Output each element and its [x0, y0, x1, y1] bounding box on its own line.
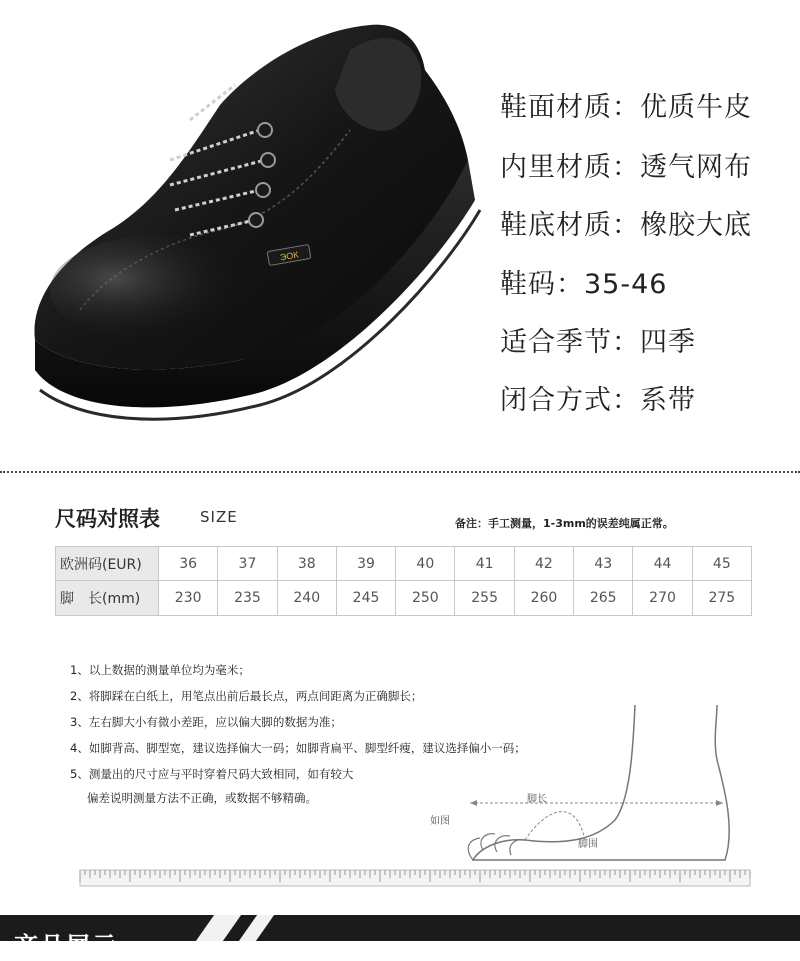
- spec-sole-material: 鞋底材质：橡胶大底: [500, 210, 752, 241]
- diagram-label-as-shown: 如图: [430, 816, 450, 827]
- foot-length-cell: 255: [455, 581, 514, 616]
- spec-season: 适合季节：四季: [500, 327, 696, 358]
- instruction-line: 4、如脚背高、脚型宽，建议选择偏大一码；如脚背扁平、脚型纤瘦，建议选择偏小一码；: [70, 741, 526, 755]
- eur-cell: 39: [336, 547, 395, 581]
- diagram-label-foot-girth: 脚围: [578, 839, 598, 850]
- section-banner: [0, 915, 800, 960]
- eur-cell: 45: [692, 547, 751, 581]
- eur-cell: 36: [159, 547, 218, 581]
- foot-length-cell: 270: [633, 581, 692, 616]
- spec-lining-material: 内里材质：透气网布: [500, 152, 752, 183]
- foot-length-cell: 265: [574, 581, 633, 616]
- foot-length-cell: 235: [218, 581, 277, 616]
- table-row-foot-length: [56, 581, 752, 616]
- table-row-eur: [56, 547, 752, 581]
- instruction-line: 偏差说明测量方法不正确，或数据不够精确。: [87, 791, 317, 805]
- banner-title: 产品展示: [14, 932, 118, 960]
- foot-diagram: [455, 700, 755, 875]
- foot-length-cell: 260: [514, 581, 573, 616]
- eur-cell: 37: [218, 547, 277, 581]
- instruction-line: 3、左右脚大小有微小差距，应以偏大脚的数据为准；: [70, 715, 342, 729]
- foot-length-cell: 240: [277, 581, 336, 616]
- row-label-eur: 欧洲码(EUR): [56, 547, 159, 581]
- instruction-line: 2、将脚踩在白纸上，用笔点出前后最长点，两点间距离为正确脚长；: [70, 689, 423, 703]
- spec-closure: 闭合方式：系带: [500, 385, 696, 416]
- ruler: [80, 870, 750, 886]
- foot-length-cell: 250: [396, 581, 455, 616]
- foot-length-cell: 245: [336, 581, 395, 616]
- shoe-logo-text: ЭОК: [279, 249, 300, 263]
- eur-cell: 43: [574, 547, 633, 581]
- size-table: [55, 546, 752, 616]
- instruction-line: 5、测量出的尺寸应与平时穿着尺码大致相同，如有较大: [70, 767, 354, 781]
- spec-shoe-size: 鞋码：35-46: [500, 269, 668, 300]
- instruction-line: 1、以上数据的测量单位均为毫米；: [70, 663, 250, 677]
- eur-cell: 42: [514, 547, 573, 581]
- eur-cell: 40: [396, 547, 455, 581]
- size-chart-note: 备注：手工测量，1-3mm的误差纯属正常。: [455, 517, 674, 530]
- spec-upper-material: 鞋面材质：优质牛皮: [500, 92, 752, 123]
- row-label-foot-length: 脚 长(mm): [56, 581, 159, 616]
- product-image-shoe: [20, 10, 490, 450]
- eur-cell: 44: [633, 547, 692, 581]
- foot-length-cell: 275: [692, 581, 751, 616]
- section-divider: [0, 471, 800, 473]
- eur-cell: 41: [455, 547, 514, 581]
- size-chart-subtitle: SIZE: [200, 508, 238, 526]
- eur-cell: 38: [277, 547, 336, 581]
- diagram-label-foot-length: 脚长: [527, 794, 547, 805]
- foot-length-cell: 230: [159, 581, 218, 616]
- size-chart-title: 尺码对照表: [55, 507, 160, 531]
